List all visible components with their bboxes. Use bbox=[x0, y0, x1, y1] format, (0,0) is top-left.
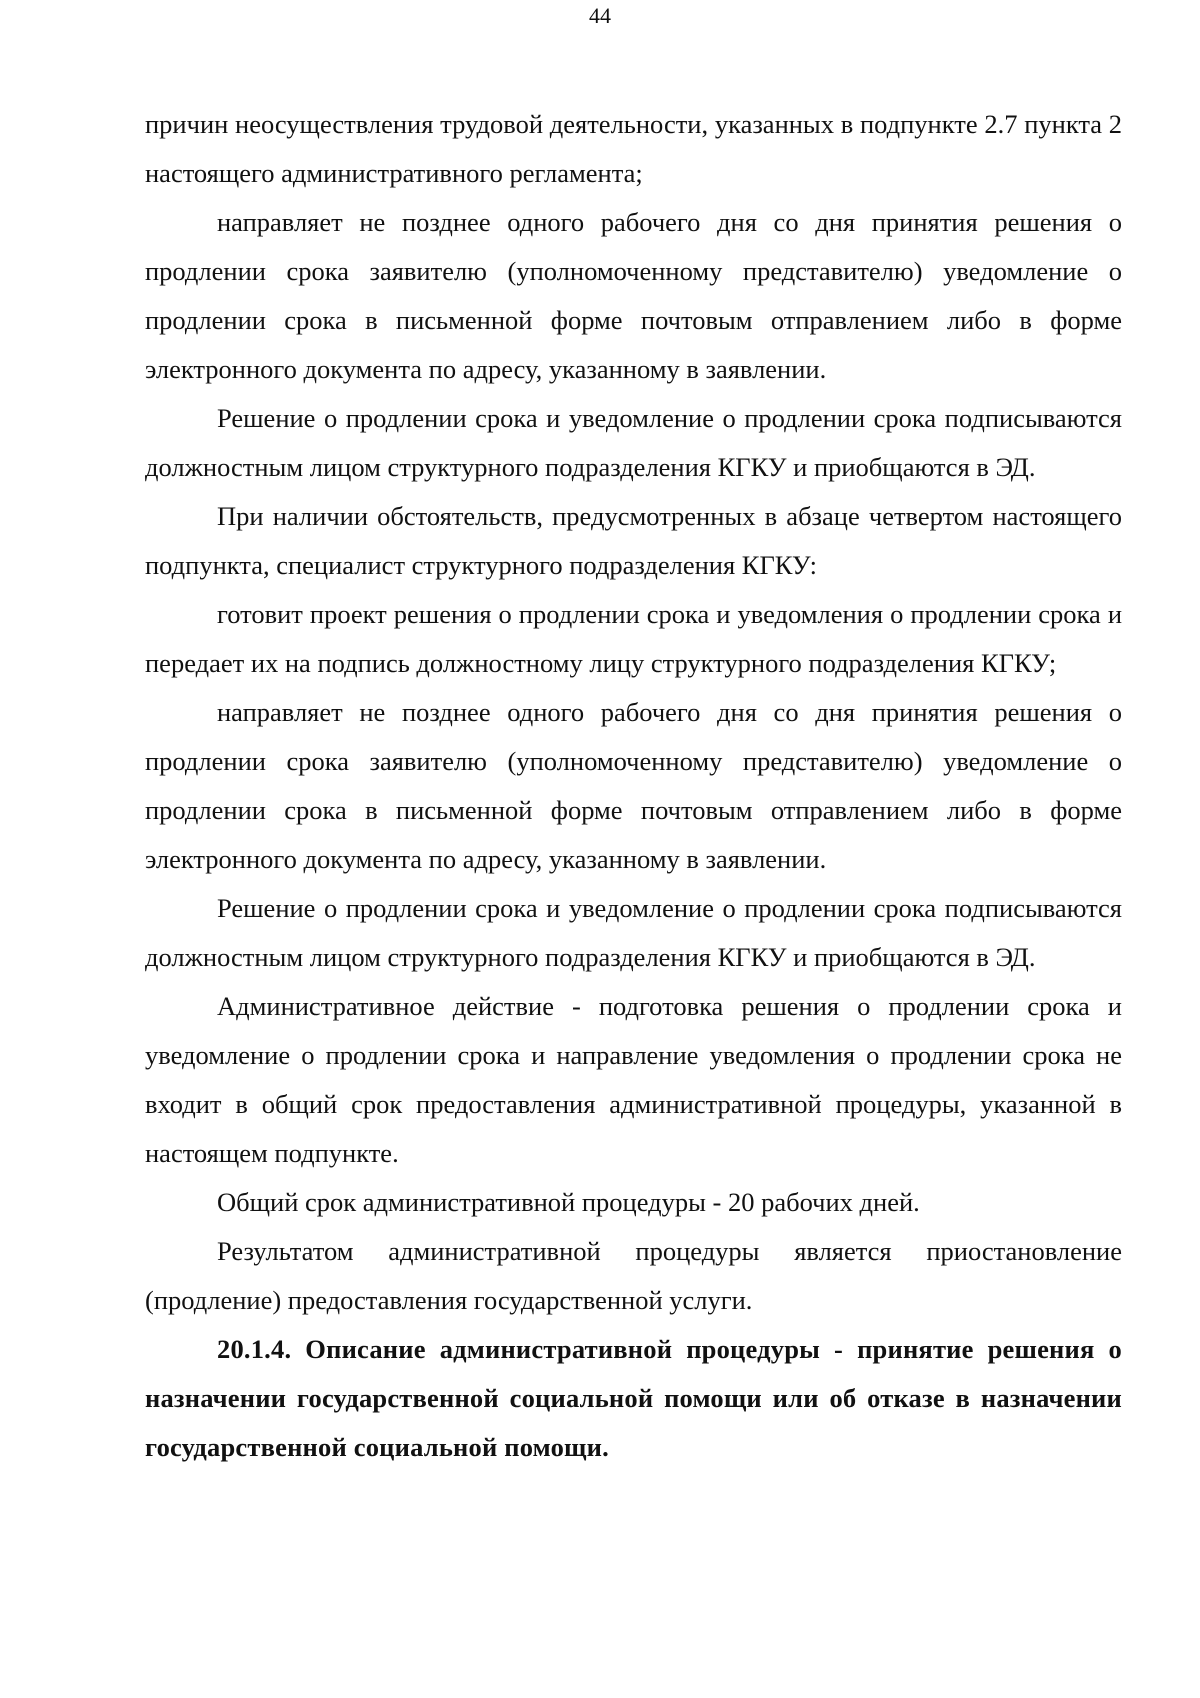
paragraph: направляет не позднее одного рабочего дня со дня принятия решения о продлении срока заявителю (уполномоченному представителю) уведомление о продлении срока в письменной форме почтовым отправлением либо в форме электронного документа по адресу, указанному в заявлении. bbox=[145, 697, 1122, 874]
paragraph: При наличии обстоятельств, предусмотренных в абзаце четвертом настоящего подпункта, специалист структурного подразделения КГКУ: bbox=[145, 501, 1122, 580]
document-body bbox=[145, 100, 1122, 1472]
paragraph: готовит проект решения о продлении срока и уведомления о продлении срока и передает их на подпись должностному лицу структурного подразделения КГКУ; bbox=[145, 599, 1122, 678]
paragraph: Решение о продлении срока и уведомление о продлении срока подписываются должностным лицом структурного подразделения КГКУ и приобщаются в ЭД. bbox=[145, 403, 1122, 482]
paragraph: Результатом административной процедуры является приостановление (продление) предоставления государственной услуги. bbox=[145, 1236, 1122, 1315]
section-heading: 20.1.4. Описание административной процедуры - принятие решения о назначении государственной социальной помощи или об отказе в назначении государственной социальной помощи. bbox=[145, 1334, 1122, 1462]
paragraph: Решение о продлении срока и уведомление о продлении срока подписываются должностным лицом структурного подразделения КГКУ и приобщаются в ЭД. bbox=[145, 893, 1122, 972]
paragraph: направляет не позднее одного рабочего дня со дня принятия решения о продлении срока заявителю (уполномоченному представителю) уведомление о продлении срока в письменной форме почтовым отправлением либо в форме электронного документа по адресу, указанному в заявлении. bbox=[145, 207, 1122, 384]
paragraph: Общий срок административной процедуры - 20 рабочих дней. bbox=[217, 1187, 920, 1217]
paragraph: Административное действие - подготовка решения о продлении срока и уведомление о продлении срока и направление уведомления о продлении срока не входит в общий срок предоставления административной процедуры, указанной в настоящем подпункте. bbox=[145, 991, 1122, 1168]
paragraph-continuation: причин неосуществления трудовой деятельности, указанных в подпункте 2.7 пункта 2 настоящего административного регламента; bbox=[145, 109, 1122, 188]
page-number: 44 bbox=[589, 3, 611, 28]
